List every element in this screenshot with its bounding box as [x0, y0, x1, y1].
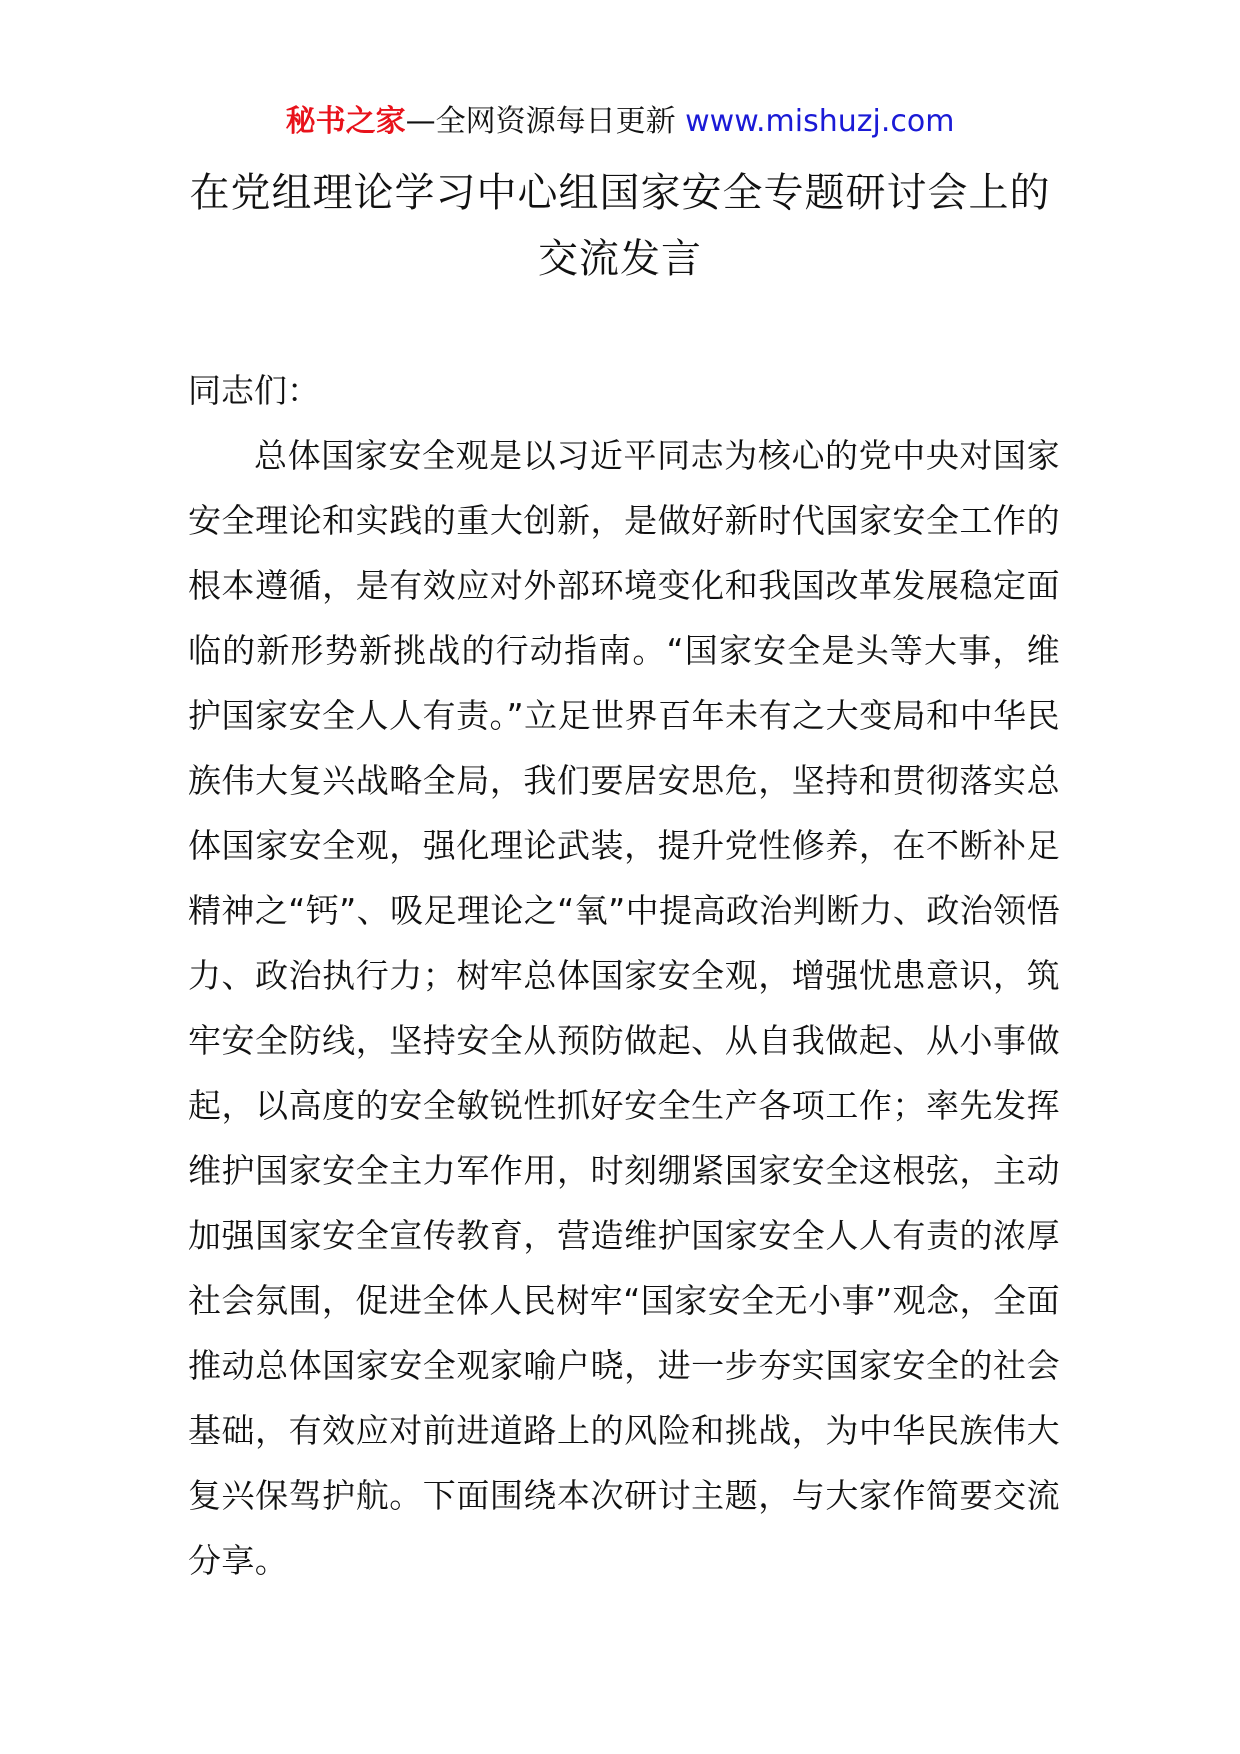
watermark-header	[0, 100, 1240, 144]
header-slogan: —全网资源每日更新	[405, 104, 676, 139]
document-title: 在党组理论学习中心组国家安全专题研讨会上的交流发言	[189, 170, 1051, 282]
body-paragraph: 总体国家安全观是以习近平同志为核心的党中央对国家安全理论和实践的重大创新，是做好新时代国家安全工作的根本遵循，是有效应对外部环境变化和我国改革发展稳定面临的新形势新挑战的行动指南。“国家安全是头等大事，维护国家安全人人有责。”立足世界百年未有之大变局和中华民族伟大复兴战略全局，我们要居安思危，坚持和贯彻落实总体国家安全观，强化理论武装，提升党性修养，在不断补足精神之“钙”、吸足理论之“氧”中提高政治判断力、政治领悟力、政治执行力；树牢总体国家安全观，增强忧患意识，筑牢安全防线，坚持安全从预防做起、从自我做起、从小事做起，以高度的安全敏锐性抓好安全生产各项工作；率先发挥维护国家安全主力军作用，时刻绷紧国家安全这根弦，主动加强国家安全宣传教育，营造维护国家安全人人有责的浓厚社会氛围，促进全体人民树牢“国家安全无小事”观念，全面推动总体国家安全观家喻户晓，进一步夯实国家安全的社会基础，有效应对前进道路上的风险和挑战，为中华民族伟大复兴保驾护航。下面围绕本次研讨主题，与大家作简要交流分享。	[188, 436, 1060, 1580]
brand-name: 秘书之家	[285, 104, 406, 139]
site-url-link[interactable]: www.mishuzj.com	[685, 104, 955, 139]
document-body	[188, 358, 1060, 1593]
salutation: 同志们：	[188, 371, 320, 410]
